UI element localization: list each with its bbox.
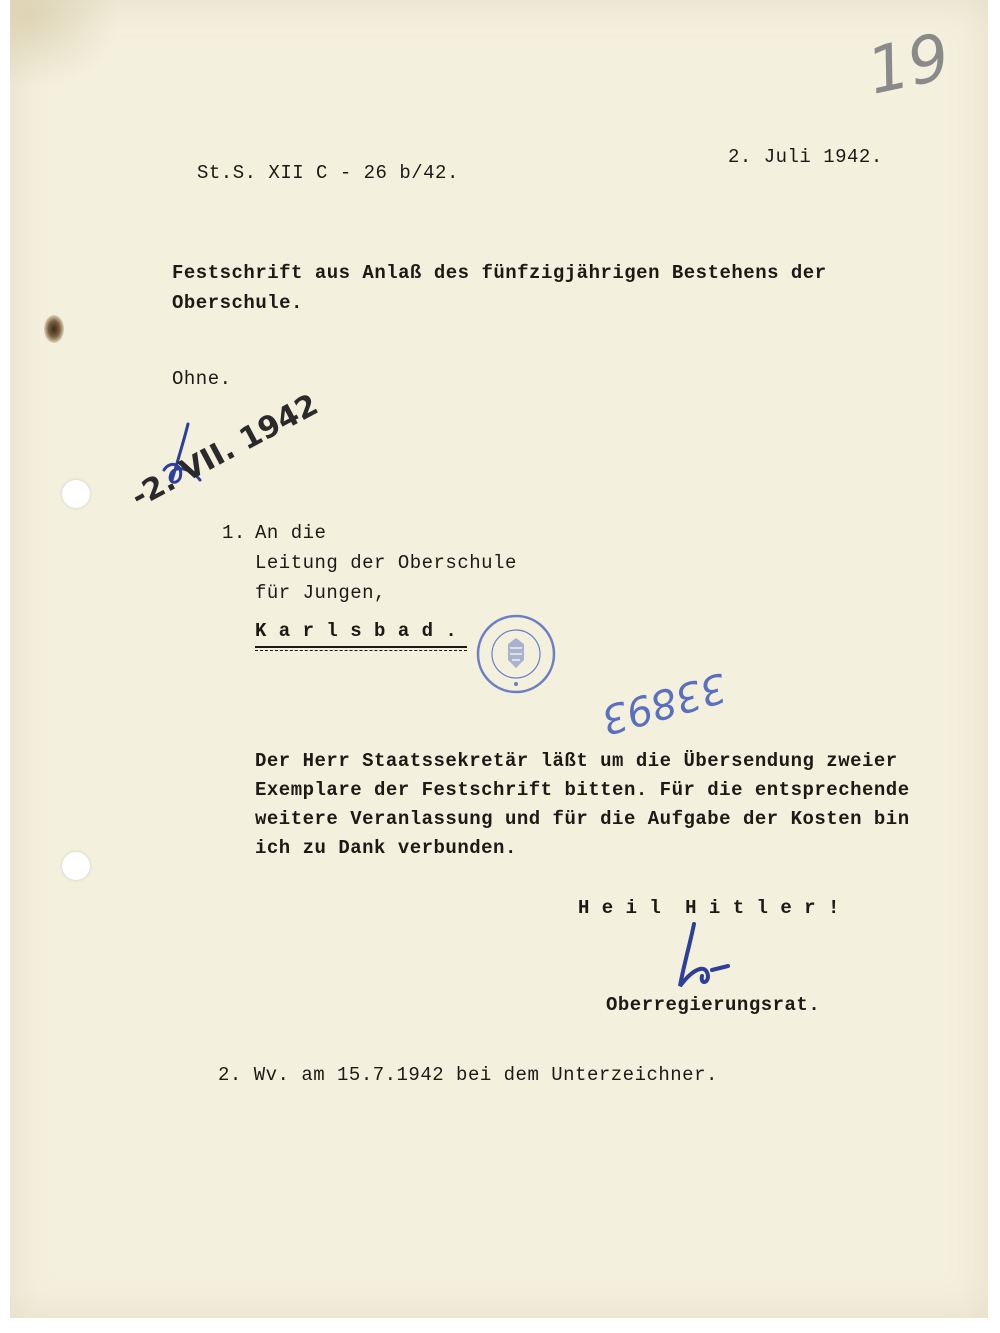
enclosure-note: Ohne. (172, 368, 232, 390)
body-line-3: weitere Veranlassung und für die Aufgabe der Kosten bin (255, 808, 910, 830)
subject-line-1: Festschrift aus Anlaß des fünfzigjährigen Bestehens der (172, 262, 827, 284)
received-date-stamp: -2. VII. 1942 (125, 387, 324, 515)
body-line-4: ich zu Dank verbunden. (255, 837, 517, 859)
reference-number: St.S. XII C - 26 b/42. (197, 162, 459, 184)
rust-stain (44, 315, 64, 343)
body-line-1: Der Herr Staatssekretär läßt um die Übersendung zweier (255, 750, 898, 772)
address-line-3: für Jungen, (255, 582, 386, 604)
document-date: 2. Juli 1942. (728, 146, 883, 168)
closing-salutation: H e i l H i t l e r ! (578, 897, 840, 919)
address-city: K a r l s b a d . (255, 620, 458, 642)
archive-stamp (474, 612, 558, 696)
city-underline-dashed (255, 650, 467, 651)
item-2-followup: 2. Wv. am 15.7.1942 bei dem Unterzeichner. (218, 1064, 718, 1086)
punch-hole-bottom (62, 852, 90, 880)
subject-line-2: Oberschule. (172, 292, 303, 314)
body-line-2: Exemplare der Festschrift bitten. Für die entsprechende (255, 779, 910, 801)
folio-number: 19 (861, 20, 957, 110)
punch-hole-top (62, 480, 90, 508)
signature (672, 920, 742, 992)
address-line-1: An die (255, 522, 327, 544)
file-number: 33893 (596, 663, 732, 743)
address-line-2: Leitung der Oberschule (255, 552, 517, 574)
item-1-number: 1. (222, 522, 246, 544)
city-underline (255, 646, 467, 648)
signatory-title: Oberregierungsrat. (606, 994, 821, 1016)
